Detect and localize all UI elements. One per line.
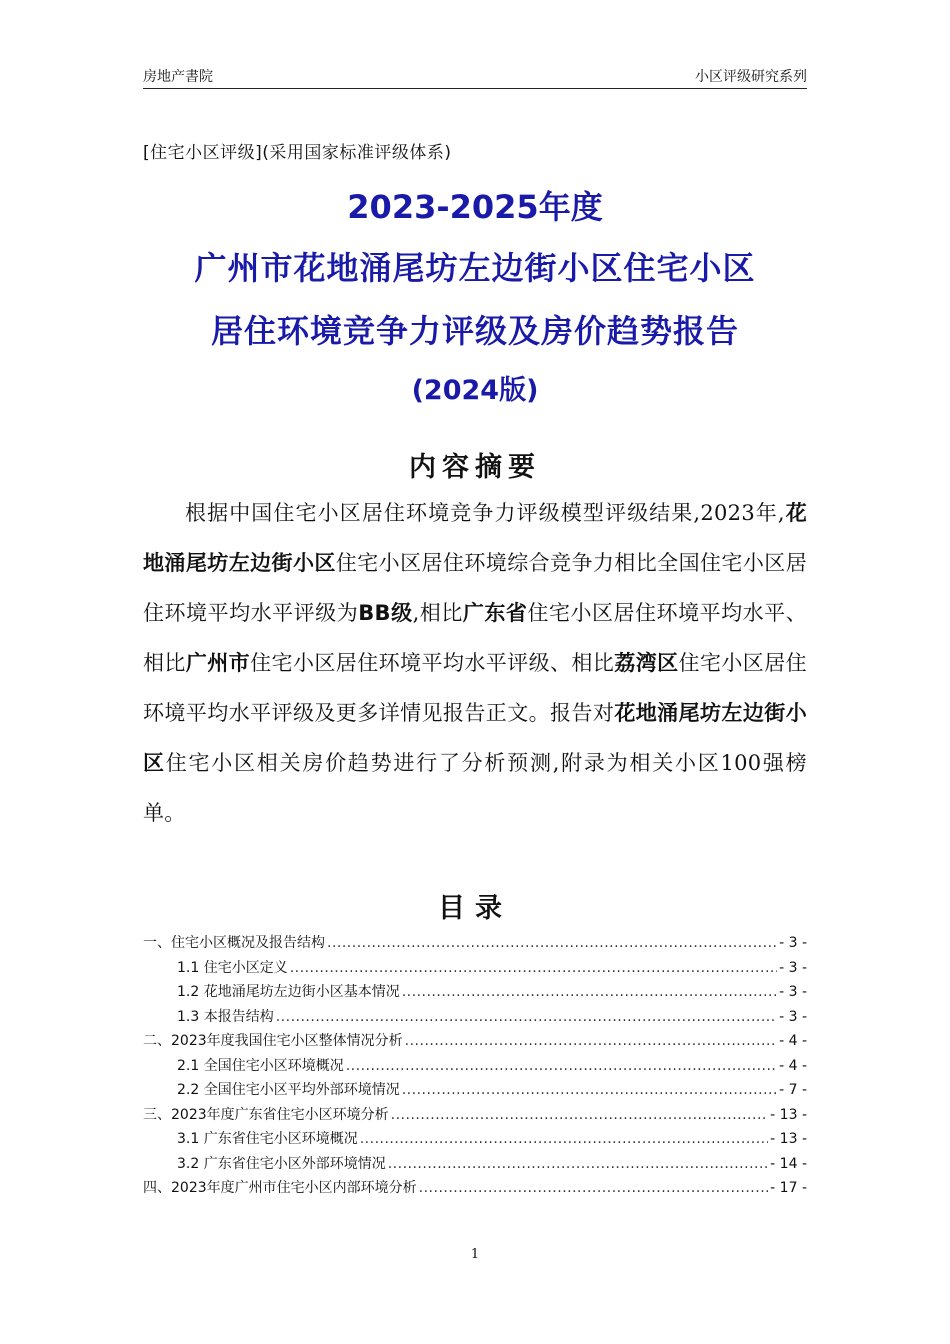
toc-leader-dots bbox=[327, 935, 777, 951]
toc-entry[interactable] bbox=[143, 1055, 807, 1080]
toc-entry[interactable] bbox=[143, 981, 807, 1006]
abstract-highlight-community: 花地涌尾坊左边街小区 bbox=[143, 501, 807, 575]
toc-entry[interactable] bbox=[143, 1030, 807, 1055]
toc-entry-label: 3.2 广东省住宅小区外部环境情况 bbox=[177, 1155, 386, 1172]
abstract-highlight-province: 广东省 bbox=[462, 601, 528, 625]
toc-entry[interactable] bbox=[143, 932, 807, 957]
toc-leader-dots bbox=[360, 1131, 768, 1147]
toc-entry-page: - 4 - bbox=[779, 1033, 807, 1049]
abstract-text: 住宅小区居住环境平均水平、相比 bbox=[143, 601, 807, 675]
toc-leader-dots bbox=[276, 1009, 777, 1025]
title-report-subject: 居住环境竞争力评级及房价趋势报告 bbox=[210, 312, 739, 350]
abstract-highlight-grade: BB级 bbox=[358, 601, 413, 625]
toc-entry-label: 二、2023年度我国住宅小区整体情况分析 bbox=[143, 1033, 403, 1049]
abstract-text: 住宅小区居住环境综合竞争力相比全国住宅小区居住环境平均水平评级为 bbox=[143, 551, 807, 625]
title-year-range: 2023-2025年度 bbox=[347, 188, 603, 226]
title-edition: (2024版) bbox=[411, 375, 539, 406]
toc-entry-page: - 17 - bbox=[770, 1180, 807, 1196]
abstract-text: 住宅小区相关房价趋势进行了分析预测,附录为相关小区100强榜单。 bbox=[143, 751, 807, 825]
table-of-contents bbox=[143, 932, 807, 1202]
report-category-tag: [住宅小区评级](采用国家标准评级体系) bbox=[143, 143, 452, 163]
toc-entry-page: - 7 - bbox=[779, 1082, 807, 1098]
toc-entry[interactable] bbox=[143, 1177, 807, 1202]
header-series: 小区评级研究系列 bbox=[695, 69, 807, 85]
toc-entry[interactable] bbox=[143, 1079, 807, 1104]
toc-entry[interactable] bbox=[143, 1153, 807, 1178]
abstract-paragraph bbox=[143, 488, 807, 838]
toc-entry-page: - 3 - bbox=[779, 959, 807, 976]
toc-leader-dots bbox=[419, 1180, 769, 1196]
toc-entry-page: - 3 - bbox=[779, 1008, 807, 1025]
toc-leader-dots bbox=[405, 1033, 777, 1049]
toc-entry-label: 一、住宅小区概况及报告结构 bbox=[143, 935, 325, 951]
toc-entry-page: - 3 - bbox=[779, 984, 807, 1000]
toc-leader-dots bbox=[346, 1058, 777, 1074]
abstract-text: ,相比 bbox=[412, 601, 463, 625]
toc-leader-dots bbox=[388, 1156, 768, 1172]
toc-heading: 目录 bbox=[438, 893, 512, 924]
toc-entry[interactable] bbox=[143, 957, 807, 982]
title-community-name: 广州市花地涌尾坊左边街小区住宅小区 bbox=[194, 249, 756, 287]
toc-leader-dots bbox=[391, 1107, 769, 1123]
toc-entry-label: 1.2 花地涌尾坊左边街小区基本情况 bbox=[177, 984, 400, 1000]
abstract-text: 住宅小区居住环境平均水平评级及更多详情见报告正文。报告对 bbox=[143, 651, 807, 725]
abstract-highlight-city: 广州市 bbox=[185, 651, 251, 675]
abstract-heading: 内容摘要 bbox=[409, 452, 541, 483]
abstract-text: 住宅小区居住环境平均水平评级、相比 bbox=[250, 651, 615, 675]
toc-entry-label: 三、2023年度广东省住宅小区环境分析 bbox=[143, 1106, 389, 1123]
toc-entry-label: 1.3 本报告结构 bbox=[177, 1008, 274, 1025]
toc-leader-dots bbox=[402, 1082, 777, 1098]
toc-entry-page: - 13 - bbox=[770, 1131, 807, 1147]
abstract-text: 根据中国住宅小区居住环境竞争力评级模型评级结果,2023年, bbox=[185, 501, 785, 525]
toc-entry-label: 四、2023年度广州市住宅小区内部环境分析 bbox=[143, 1180, 417, 1196]
toc-leader-dots bbox=[402, 984, 777, 1000]
page-number: 1 bbox=[470, 1247, 480, 1262]
page-header bbox=[143, 62, 807, 89]
toc-entry-page: - 3 - bbox=[779, 935, 807, 951]
abstract-body bbox=[143, 488, 807, 838]
toc-leader-dots bbox=[290, 960, 777, 976]
toc-entry[interactable] bbox=[143, 1006, 807, 1031]
toc-entry[interactable] bbox=[143, 1104, 807, 1129]
toc-entry-label: 3.1 广东省住宅小区环境概况 bbox=[177, 1131, 358, 1147]
toc-entry-page: - 13 - bbox=[770, 1106, 807, 1123]
toc-entry-label: 1.1 住宅小区定义 bbox=[177, 959, 288, 976]
toc-entry-label: 2.2 全国住宅小区平均外部环境情况 bbox=[177, 1082, 400, 1098]
toc-entry[interactable] bbox=[143, 1128, 807, 1153]
toc-entry-label: 2.1 全国住宅小区环境概况 bbox=[177, 1057, 344, 1074]
abstract-highlight-district: 荔湾区 bbox=[614, 651, 679, 675]
toc-entry-page: - 4 - bbox=[779, 1057, 807, 1074]
header-publisher: 房地产書院 bbox=[143, 69, 213, 85]
toc-entry-page: - 14 - bbox=[770, 1155, 807, 1172]
abstract-highlight-community: 花地涌尾坊左边街小区 bbox=[143, 701, 807, 775]
